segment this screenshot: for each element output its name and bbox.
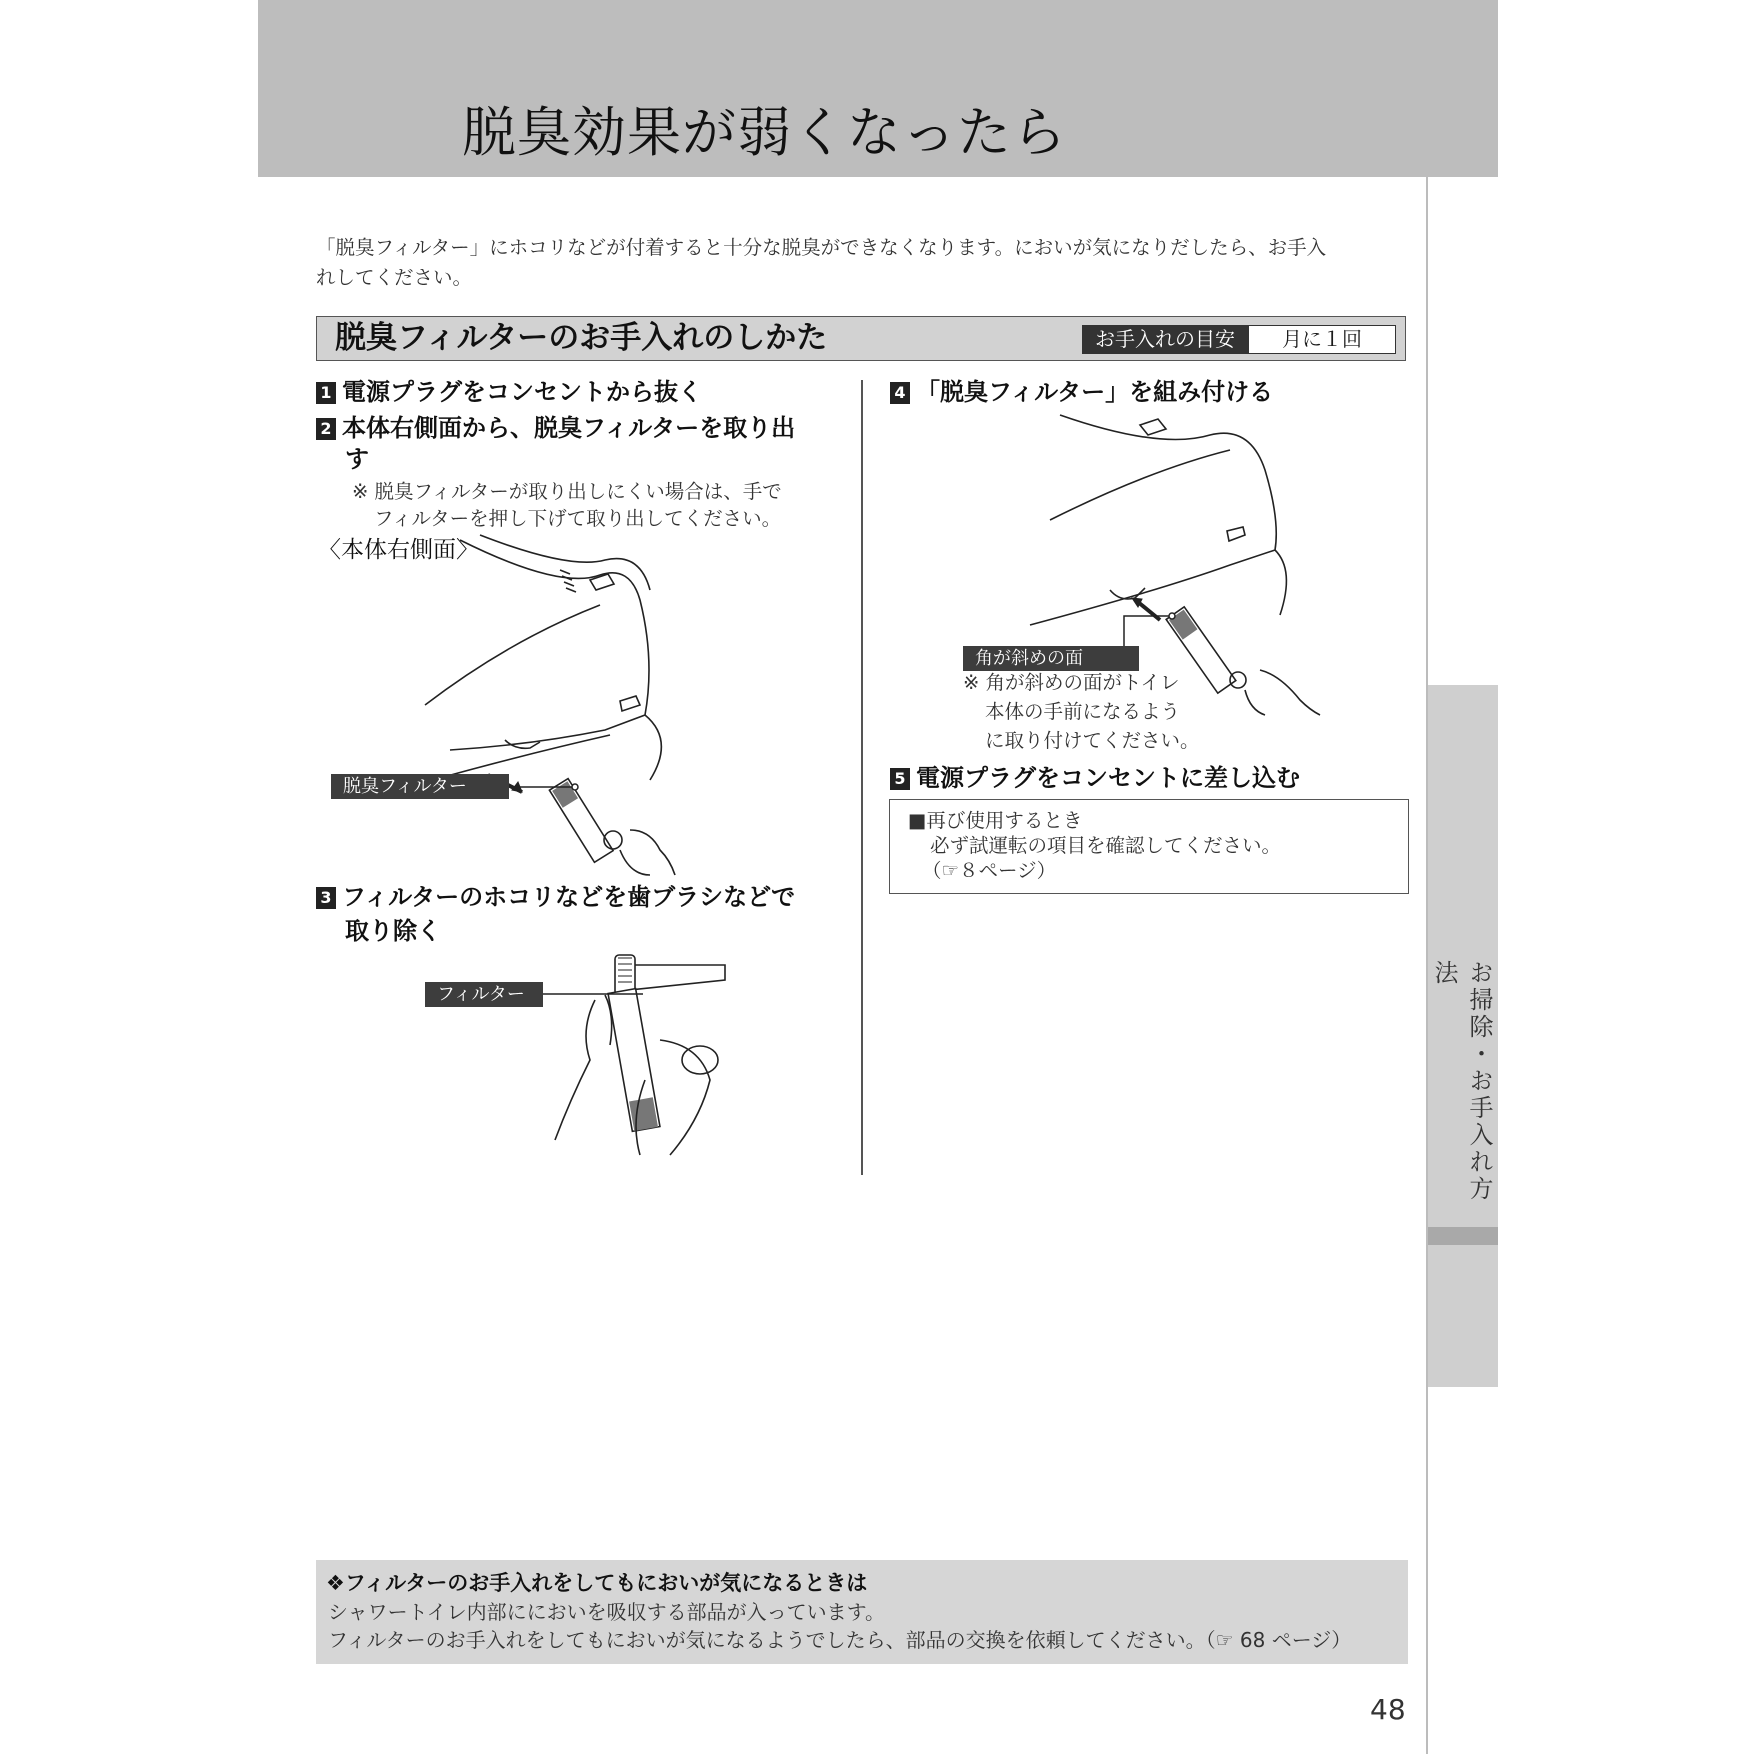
step-text: 取り除く: [345, 917, 441, 945]
bottom-note-line: フィルターのお手入れをしてもにおいが気になるようでしたら、部品の交換を依頼してください。（☞ 68 ページ）: [328, 1628, 1352, 1652]
step-text: 電源プラグをコンセントから抜く: [342, 378, 702, 406]
intro-text: [316, 233, 1396, 293]
step-4-note: [963, 668, 1200, 755]
side-tab-label: お掃除・お手入れ方法: [1430, 960, 1493, 1203]
step-text: す: [345, 445, 369, 473]
step-2: [316, 411, 795, 445]
side-tab-stripe: [1428, 1227, 1498, 1245]
step-text: フィルターのホコリなどを歯ブラシなどで: [342, 883, 796, 911]
frequency-label: お手入れの目安: [1082, 325, 1248, 354]
note-line: 本体の手前になるよう: [985, 700, 1181, 723]
toilet-side-illustration: [300, 530, 760, 875]
step-2-note: [352, 478, 782, 532]
step-5: [890, 761, 1300, 795]
step-number: 1: [316, 382, 336, 404]
section-title: 脱臭フィルターのお手入れのしかた: [335, 320, 828, 356]
step-4: [890, 375, 1273, 409]
step-3: [316, 880, 795, 914]
callout-leader-line: [543, 986, 643, 1006]
step-2-continuation: [345, 442, 369, 476]
step-number: 5: [890, 768, 910, 790]
note-line: に取り付けてください。: [985, 729, 1200, 752]
step-3-continuation: [345, 914, 441, 948]
callout-slanted-face: 角が斜めの面: [963, 646, 1139, 671]
side-view-label: 〈本体右側面〉: [318, 537, 479, 563]
step-number: 4: [890, 382, 910, 404]
intro-line: れしてください。: [316, 266, 473, 289]
step-text: 電源プラグをコンセントに差し込む: [916, 764, 1300, 792]
step-1: [316, 375, 702, 409]
reuse-line: 必ず試運転の項目を確認してください。: [930, 834, 1282, 857]
note-line: ※ 角が斜めの面がトイレ: [963, 671, 1180, 694]
step-text: 「脱臭フィルター」を組み付ける: [916, 378, 1274, 406]
step-number: 2: [316, 418, 336, 440]
bottom-note-heading: ❖フィルターのお手入れをしてもにおいが気になるときは: [326, 1571, 868, 1595]
note-line: ※ 脱臭フィルターが取り出しにくい場合は、手で: [352, 480, 782, 503]
callout-deodorizing-filter: 脱臭フィルター: [331, 774, 509, 799]
step-number: 3: [316, 887, 336, 909]
reuse-page-ref: （☞８ページ）: [922, 859, 1057, 882]
step-text: 本体右側面から、脱臭フィルターを取り出: [342, 414, 796, 442]
callout-leader-line: [509, 780, 589, 800]
bottom-note-line: シャワートイレ内部ににおいを吸収する部品が入っています。: [328, 1600, 885, 1624]
note-line: フィルターを押し下げて取り出してください。: [374, 507, 782, 530]
column-divider: [861, 380, 863, 1175]
frequency-value: 月に１回: [1248, 325, 1396, 354]
intro-line: 「脱臭フィルター」にホコリなどが付着すると十分な脱臭ができなくなります。においが気になりだしたら、お手入: [316, 236, 1327, 259]
page-title: 脱臭効果が弱くなったら: [462, 101, 1067, 164]
filter-brushing-illustration: [550, 950, 750, 1155]
callout-filter: フィルター: [425, 982, 543, 1007]
reuse-heading: ■再び使用するとき: [908, 809, 1083, 832]
page-number: 48: [1370, 1693, 1406, 1726]
